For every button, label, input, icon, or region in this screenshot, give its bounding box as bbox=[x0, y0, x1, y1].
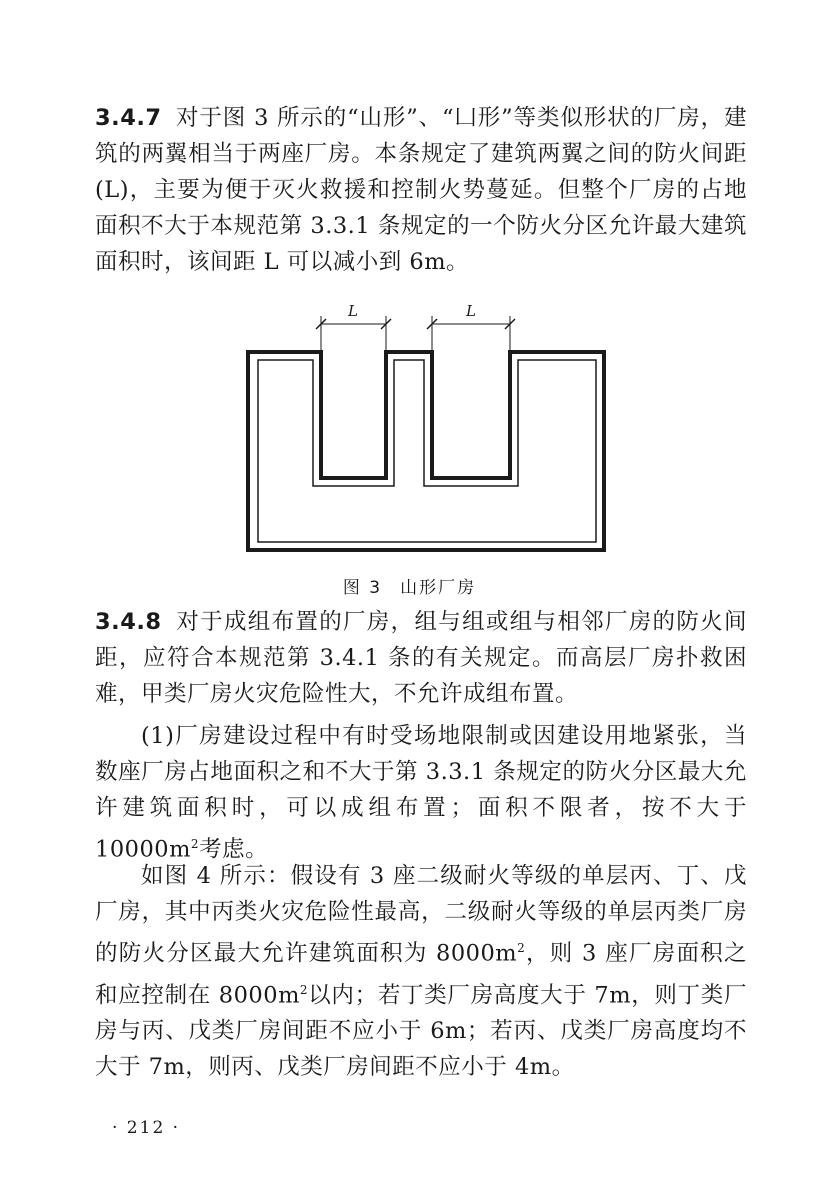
building-outline-inner bbox=[258, 360, 596, 542]
paragraph-1 bbox=[95, 718, 747, 868]
figure-3-diagram bbox=[236, 296, 616, 558]
paragraph-text: 以内；若丁类厂房高度大于 7m，则丁类厂房与丙、戊类厂房间距不应小于 6m；若丙、戊类厂房高度均不大于 7m，则丙、戊类厂房间距不应小于 4m。 bbox=[95, 982, 747, 1080]
figure-number: 图 3 bbox=[342, 578, 383, 598]
superscript: 2 bbox=[299, 982, 309, 997]
figure-3-caption bbox=[0, 573, 819, 598]
dimension-label-left: L bbox=[348, 302, 358, 320]
section-text: 对于图 3 所示的“山形”、“凵形”等类似形状的厂房，建筑的两翼相当于两座厂房。本条规定了建筑两翼之间的防火间距(L)，主要为便于灭火救援和控制火势蔓延。但整个厂房的占地面积不大于本规范第 3.3.1 条规定的一个防火分区允许最大建筑面积时，该间距 L 可以减小到 6m。 bbox=[95, 105, 747, 275]
section-3-4-7 bbox=[95, 100, 747, 280]
paragraph-text: 如图 4 所示：假设有 3 座二级耐火等级的单层丙、丁、戊厂房，其中丙类火灾危险性最高，二级耐火等级的单层丙类厂房的防火分区最大允许建筑面积为 8000m bbox=[95, 863, 747, 967]
building-outline-outer bbox=[248, 352, 604, 550]
paragraph-2 bbox=[95, 858, 747, 1085]
superscript: 2 bbox=[517, 941, 526, 955]
page-number: · 212 · bbox=[112, 1118, 181, 1138]
paragraph-text: ，则 3 座厂房面积之和应控制在 8000m bbox=[95, 940, 747, 1008]
section-text: 对于成组布置的厂房，组与组或组与相邻厂房的防火间距，应符合本规范第 3.4.1 条的有关规定。而高层厂房扑救困难，甲类厂房火灾危险性大，不允许成组布置。 bbox=[95, 609, 747, 707]
paragraph-text: 考虑。 bbox=[199, 836, 269, 863]
section-3-4-8 bbox=[95, 604, 747, 712]
paragraph-text: (1)厂房建设过程中有时受场地限制或因建设用地紧张，当数座厂房占地面积之和不大于第 3.3.1 条规定的防火分区最大允许建筑面积时，可以成组布置；面积不限者，按不大于 10000m bbox=[95, 723, 747, 863]
section-number: 3.4.8 bbox=[95, 609, 162, 635]
section-number: 3.4.7 bbox=[95, 105, 162, 131]
dimension-label-right: L bbox=[466, 302, 476, 320]
figure-title: 山形厂房 bbox=[400, 578, 477, 598]
superscript: 2 bbox=[190, 837, 200, 851]
